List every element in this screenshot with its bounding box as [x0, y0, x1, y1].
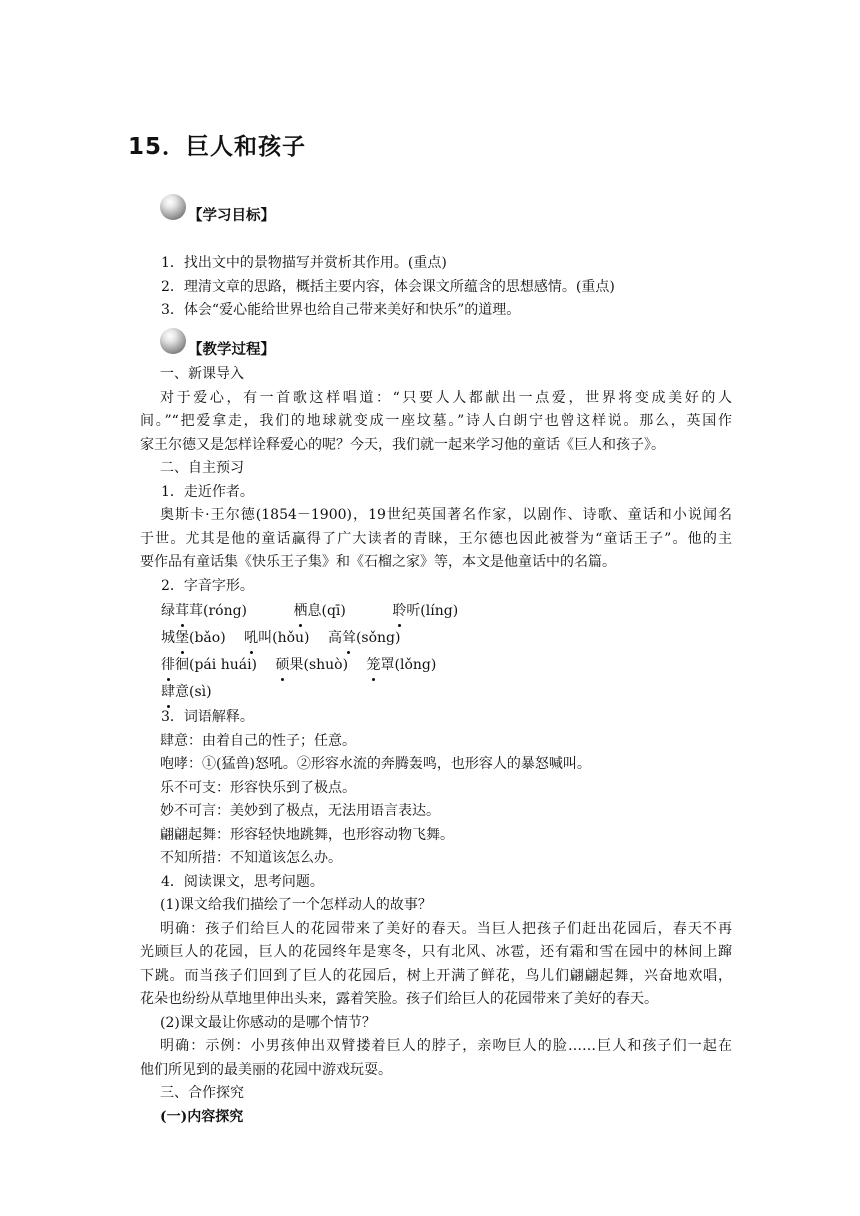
question-line: (1)课文给我们描绘了一个怎样动人的故事？ [160, 897, 432, 913]
paragraph-line: 间。”“把爱拿走，我们的地球就变成一座坟墓。”诗人白朗宁也曾这样说。那么，英国作 [140, 413, 732, 429]
vocab-word: 城堡(bǎo) [161, 625, 226, 652]
subsection-heading: (一)内容探究 [160, 1108, 244, 1125]
vocab-word: 聆听(líng) [392, 598, 458, 625]
section-heading-objectives [160, 192, 275, 226]
lesson-body [140, 363, 732, 1129]
vocab-row [140, 679, 732, 706]
vocab-row [140, 652, 732, 679]
definition-line: 不知所措：不知道该怎么办。 [160, 850, 342, 866]
answer-line: 他们所见到的最美丽的花园中游戏玩耍。 [140, 1061, 392, 1078]
vocab-word: 栖息(qī) [293, 598, 345, 625]
bullet-ball-icon [160, 328, 186, 354]
subsection-heading: 2．字音字形。 [161, 577, 254, 594]
objective-item: 2．理清文章的思路，概括主要内容，体会课文所蕴含的思想感情。(重点) [161, 278, 615, 295]
part-heading: 二、自主预习 [160, 460, 244, 476]
section-heading-label: 【教学过程】 [188, 342, 275, 358]
definition-line: 肆意：由着自己的性子；任意。 [160, 732, 356, 749]
answer-line: 光顾巨人的花园，巨人的花园终年是寒冬，只有北风、冰雹，还有霜和雪在园中的林间上蹿 [140, 944, 732, 960]
part-heading: 一、新课导入 [160, 366, 244, 382]
answer-line: 明确：孩子们给巨人的花园带来了美好的春天。当巨人把孩子们赶出花园后，春天不再 [160, 920, 732, 937]
objective-item: 3．体会“爱心能给世界也给自己带来美好和快乐”的道理。 [161, 302, 521, 318]
paragraph-line: 要作品有童话集《快乐王子集》和《石榴之家》等，本文是他童话中的名篇。 [140, 554, 616, 570]
vocab-row [140, 598, 732, 625]
answer-line: 明确：示例：小男孩伸出双臂搂着巨人的脖子，亲吻巨人的脸……巨人和孩子们一起在 [160, 1038, 732, 1054]
vocab-row [140, 625, 732, 652]
objective-item: 1．找出文中的景物描写并赏析其作用。(重点) [161, 255, 447, 271]
vocab-word: 徘徊(pái huái) [161, 652, 257, 679]
vocab-word: 肆意(sì) [161, 679, 212, 706]
subsection-heading: 1．走近作者。 [161, 483, 254, 500]
question-line: (2)课文最让你感动的是哪个情节？ [160, 1014, 376, 1031]
definition-line: 乐不可支：形容快乐到了极点。 [160, 779, 356, 796]
answer-line: 花朵也纷纷从草地里伸出头来，露着笑脸。孩子们给巨人的花园带来了美好的春天。 [140, 991, 658, 1007]
paragraph-line: 于世。尤其是他的童话赢得了广大读者的青睐，王尔德也因此被誉为“童话王子”。他的主 [140, 530, 732, 547]
vocab-word: 高耸(sǒng) [328, 625, 401, 652]
definition-line: 翩翩起舞：形容轻快地跳舞，也形容动物飞舞。 [160, 826, 454, 843]
vocab-word: 笼罩(lǒng) [367, 652, 437, 679]
bullet-ball-icon [160, 194, 186, 220]
paragraph-line: 奥斯卡·王尔德(1854－1900)，19世纪英国著名作家，以剧作、诗歌、童话和小说闻名 [160, 507, 732, 523]
section-heading-label: 【学习目标】 [188, 208, 275, 224]
answer-line: 下跳。而当孩子们回到了巨人的花园后，树上开满了鲜花，鸟儿们翩翩起舞，兴奋地欢唱， [140, 967, 732, 984]
part-heading: 三、合作探究 [160, 1085, 244, 1101]
subsection-heading: 4．阅读课文，思考问题。 [161, 873, 324, 890]
paragraph-line: 家王尔德又是怎样诠释爱心的呢？今天，我们就一起来学习他的童话《巨人和孩子》。 [140, 436, 665, 453]
vocab-word: 硕果(shuò) [275, 652, 348, 679]
definition-line: 咆哮：①(猛兽)怒吼。②形容水流的奔腾轰鸣，也形容人的暴怒喊叫。 [160, 756, 591, 772]
vocab-word: 吼叫(hǒu) [244, 625, 309, 652]
subsection-heading: 3．词语解释。 [161, 709, 254, 725]
paragraph-line: 对于爱心，有一首歌这样唱道：“只要人人都献出一点爱，世界将变成美好的人 [160, 389, 732, 406]
vocab-word: 绿茸茸(róng) [161, 598, 247, 625]
section-heading-process [160, 326, 275, 360]
definition-line: 妙不可言：美妙到了极点，无法用语言表达。 [160, 803, 440, 819]
lesson-title: 15．巨人和孩子 [128, 134, 307, 160]
objectives-list [140, 252, 732, 323]
